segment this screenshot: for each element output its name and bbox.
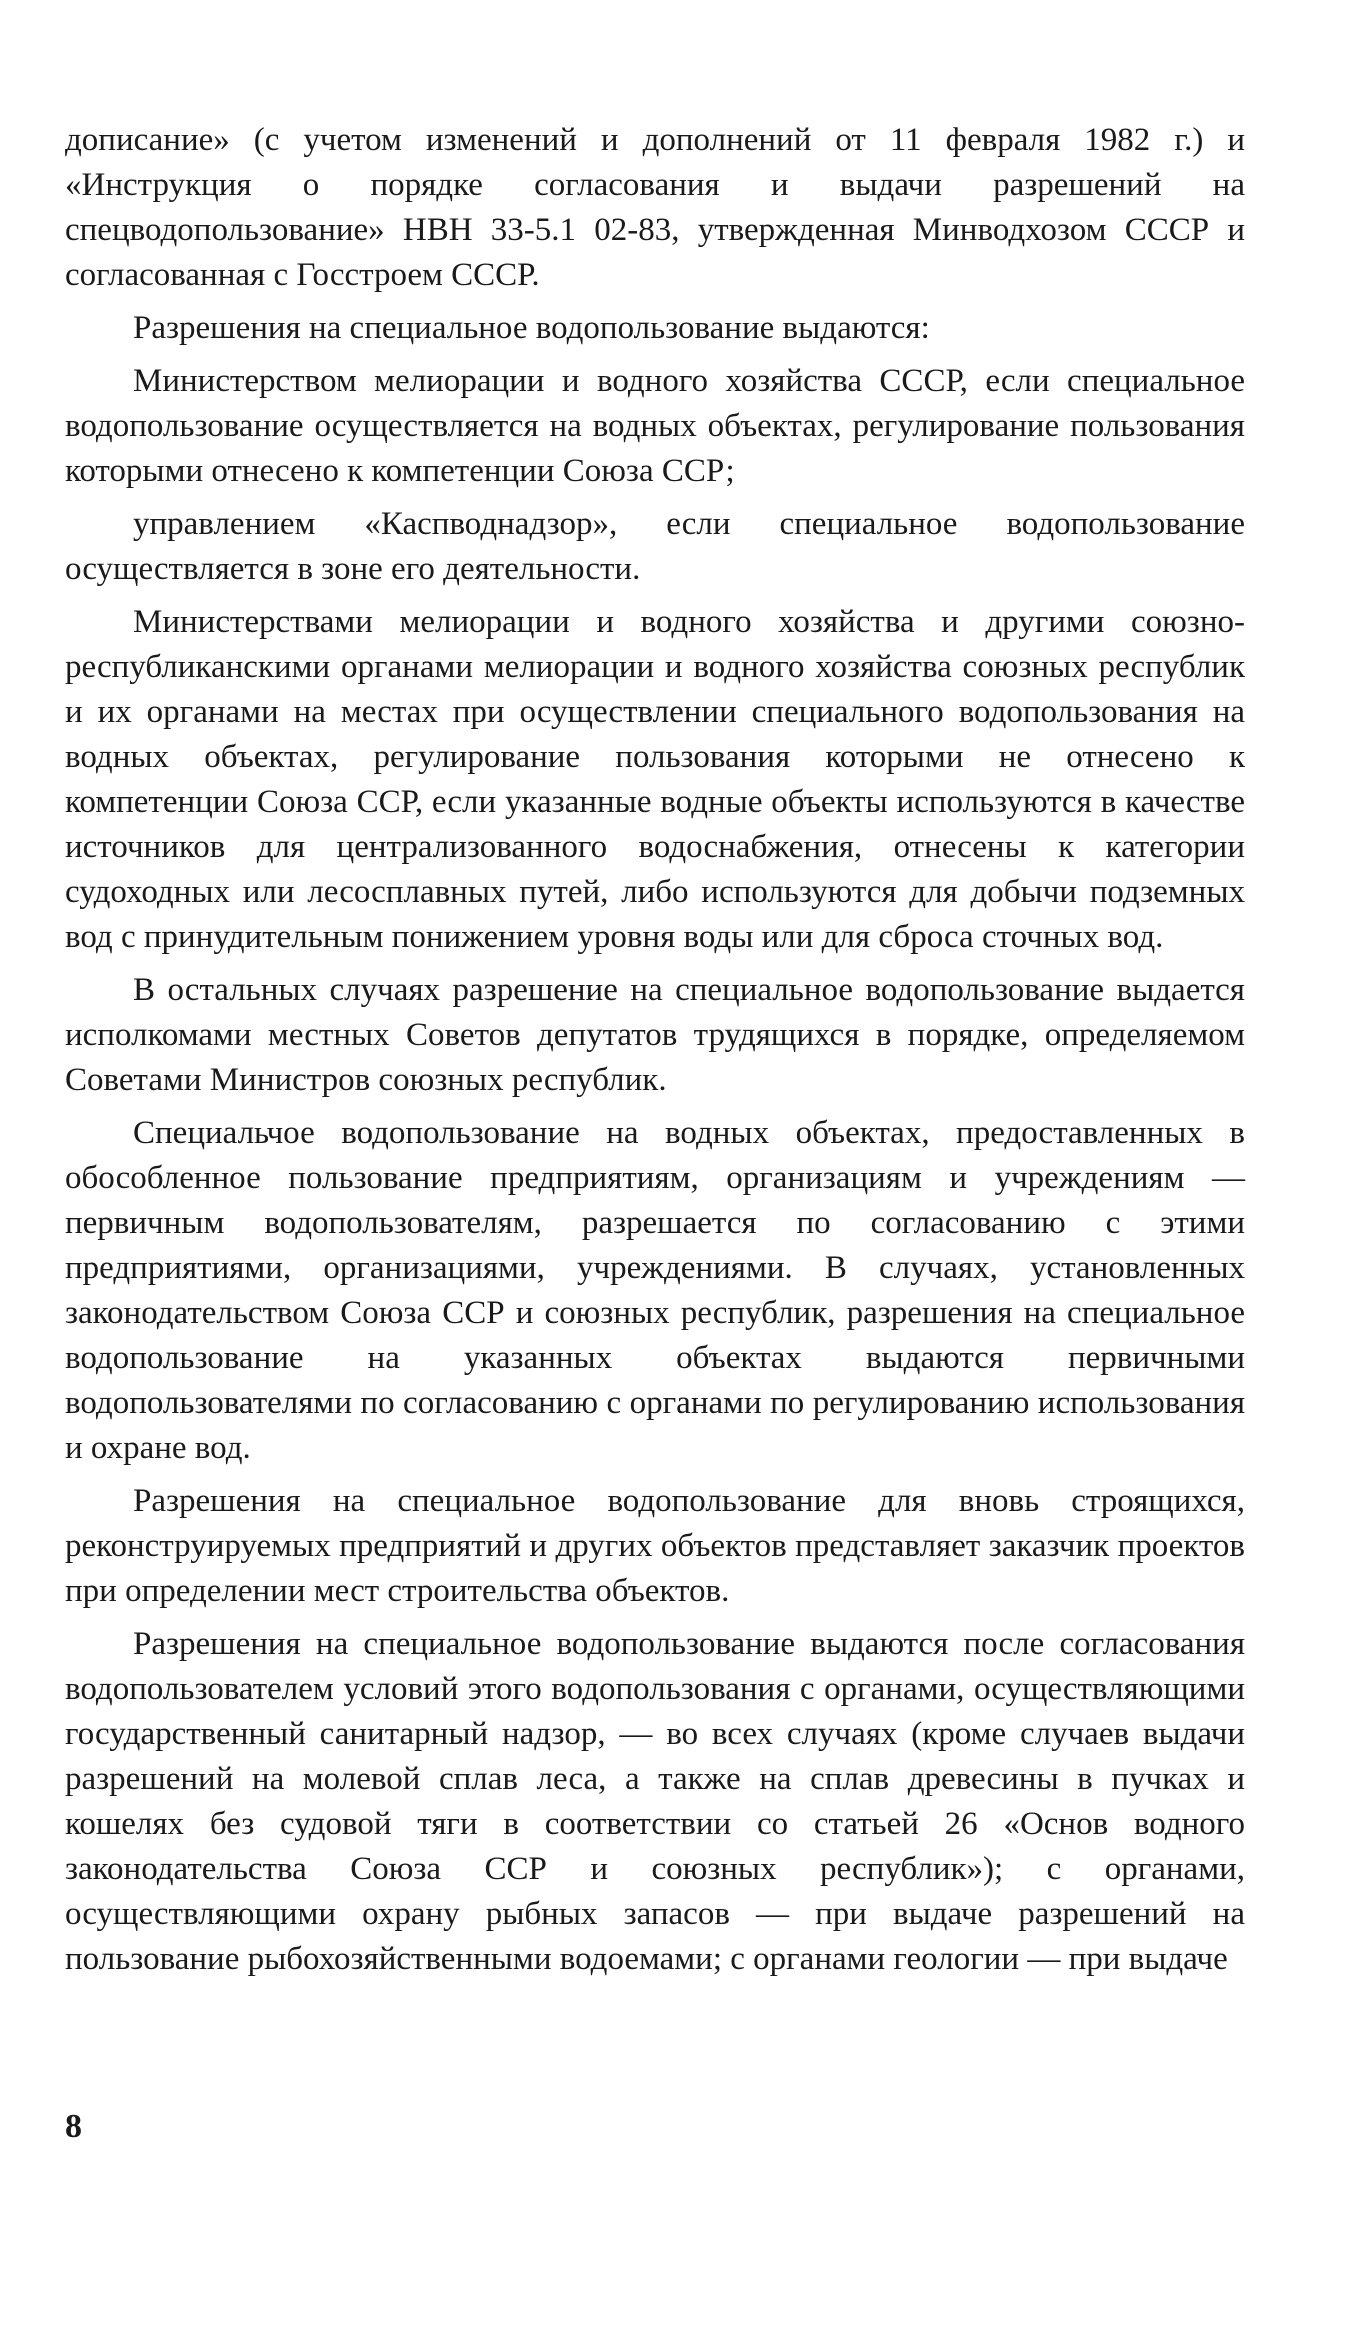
paragraph-2: Разрешения на специальное водопользование выдаются: <box>133 310 930 346</box>
paragraph-4: управлением «Каспводнадзор», если специальное водопользование осуществляется в зоне его деятельности. <box>65 506 1245 587</box>
document-page <box>65 118 1245 1990</box>
paragraph-8: Разрешения на специальное водопользование для вновь строящихся, реконструируемых предприятий и других объектов представляет заказчик проектов при определении мест строительства объектов. <box>65 1483 1245 1609</box>
page-number: 8 <box>65 2108 82 2145</box>
paragraph-7: Специальчое водопользование на водных объектах, предоставленных в обособленное пользование предприятиям, организациям и учреждениям — первичным водопользователям, разрешается по согласованию с этими предприятиями, организациями, учреждениями. В случаях, установленных законодательством Союза ССР и союзных республик, разрешения на специальное водопользование на указанных объектах выдаются первичными водопользователями по согласованию с органами по регулированию использования и охране вод. <box>65 1115 1245 1466</box>
paragraph-9: Разрешения на специальное водопользование выдаются после согласования водопользователем условий этого водопользования с органами, осуществляющими государственный санитарный надзор, — во всех случаях (кроме случаев выдачи разрешений на молевой сплав леса, а также на сплав древесины в пучках и кошелях без судовой тяги в соответствии со статьей 26 «Основ водного законодательства Союза ССР и союзных республик»); с органами, осуществляющими охрану рыбных запасов — при выдаче разрешений на пользование рыбохозяйственными водоемами; с органами геологии — при выдаче <box>65 1626 1245 1977</box>
paragraph-3: Министерством мелиорации и водного хозяйства СССР, если специальное водопользование осуществляется на водных объектах, регулирование пользования которыми отнесено к компетенции Союза ССР; <box>65 363 1245 489</box>
paragraph-1: дописание» (с учетом изменений и дополнений от 11 февраля 1982 г.) и «Инструкция о порядке согласования и выдачи разрешений на спецводопользование» НВН 33-5.1 02-83, утвержденная Минводхозом СССР и согласованная с Госстроем СССР. <box>65 122 1245 293</box>
paragraph-6: В остальных случаях разрешение на специальное водопользование выдается исполкомами местных Советов депутатов трудящихся в порядке, определяемом Советами Министров союзных республик. <box>65 972 1245 1098</box>
paragraph-5: Министерствами мелиорации и водного хозяйства и другими союзно-республиканскими органами мелиорации и водного хозяйства союзных республик и их органами на местах при осуществлении специального водопользования на водных объектах, регулирование пользования которыми не отнесено к компетенции Союза ССР, если указанные водные объекты используются в качестве источников для централизованного водоснабжения, отнесены к категории судоходных или лесосплавных путей, либо используются для добычи подземных вод с принудительным понижением уровня воды или для сброса сточных вод. <box>65 604 1245 955</box>
